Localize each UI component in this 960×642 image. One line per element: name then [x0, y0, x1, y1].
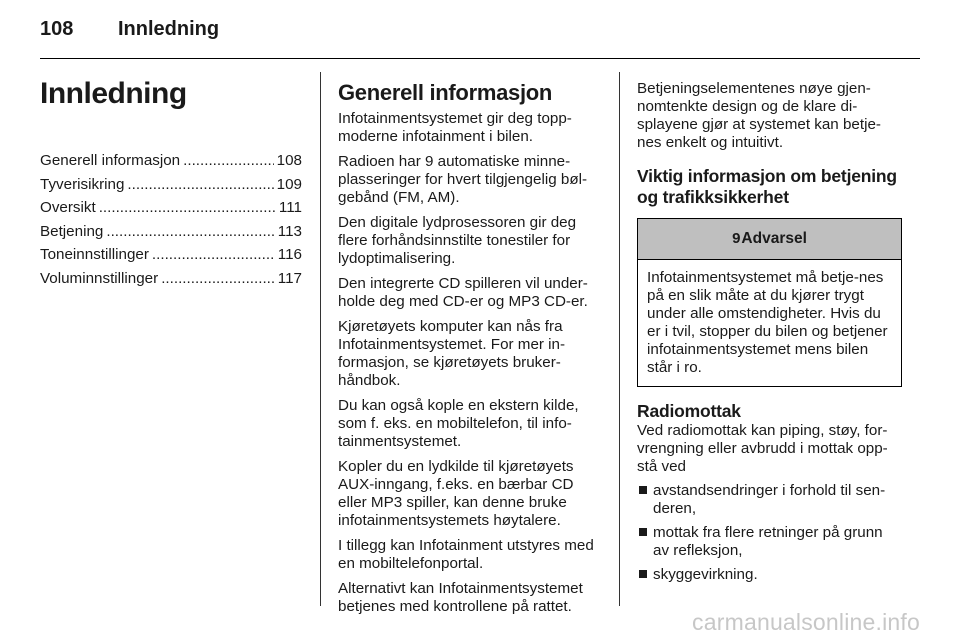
watermark: carmanualsonline.info — [692, 609, 920, 635]
column-toc — [40, 72, 302, 293]
toc-entry[interactable] — [40, 152, 302, 176]
warning-box — [637, 218, 902, 387]
warning-text: Infotainmentsystemet må betje-nes på en slik måte at du kjører trygt under alle omstendigheter. Hvis du er i tvil, stopper du bilen og betjener infotainmentsystemet mens bilen står i ro. — [647, 269, 888, 376]
page-number: 108 — [40, 18, 74, 40]
toc-entry-page: 116 — [277, 246, 302, 263]
toc-entry-title: Betjening — [40, 222, 104, 240]
bullet-square-icon — [639, 486, 647, 494]
toc-entry-title: Generell informasjon — [40, 152, 181, 169]
column-divider-1 — [320, 72, 321, 606]
toc-entry-page: 117 — [277, 269, 302, 287]
header-rule — [40, 58, 920, 59]
toc-leader — [127, 176, 273, 194]
list-item — [637, 482, 902, 518]
toc-leader — [183, 152, 274, 170]
list-item-text: mottak fra flere retninger på grunn av refleksjon, — [653, 524, 883, 559]
paragraph: Kopler du en lydkilde til kjøretøyets AUX-inngang, f.eks. en bærbar CD eller MP3 spiller, kan denne bruke infotainmentsystemets høytalere. — [338, 458, 574, 529]
bullet-list — [637, 482, 902, 584]
toc-entry[interactable] — [40, 199, 302, 223]
column-safety — [637, 80, 902, 590]
toc-leader — [106, 223, 274, 241]
bullet-square-icon — [639, 570, 647, 578]
chapter-title: Innledning — [40, 77, 187, 110]
section-heading-radio: Radiomottak — [637, 401, 741, 421]
list-item — [637, 566, 902, 584]
radio-intro: Ved radiomottak kan piping, støy, for-vrengning eller avbrudd i mottak opp-stå ved — [637, 422, 888, 475]
warning-icon: 9 — [732, 230, 741, 247]
paragraph: I tillegg kan Infotainment utstyres med en mobiltelefonportal. — [338, 537, 594, 572]
paragraph: Den digitale lydprosessoren gir deg flere forhåndsinnstilte tonestiler for lydoptimalisering. — [338, 214, 577, 267]
paragraph: Alternativt kan Infotainmentsystemet betjenes med kontrollene på rattet. — [338, 580, 583, 615]
toc-entry-page: 113 — [277, 222, 302, 240]
paragraph: Kjøretøyets komputer kan nås fra Infotainmentsystemet. For mer in-formasjon, se kjøretøyets bruker-håndbok. — [338, 318, 566, 389]
table-of-contents — [40, 152, 302, 293]
warning-title: Advarsel — [741, 230, 807, 247]
toc-entry-page: 109 — [276, 175, 302, 193]
column-divider-2 — [619, 72, 620, 606]
toc-entry-page: 108 — [276, 152, 302, 169]
toc-entry-title: Voluminnstillinger — [40, 269, 159, 287]
running-head — [40, 18, 219, 41]
paragraph: Den integrerte CD spilleren vil under-holde deg med CD-er og MP3 CD-er. — [338, 275, 588, 310]
toc-entry-page: 111 — [278, 199, 302, 216]
intro-paragraph: Betjeningselementenes nøye gjen-nomtenkte design og de klare di-splayene gjør at systemet kan betje-nes enkelt og intuitivt. — [637, 80, 881, 151]
list-item — [637, 524, 902, 560]
section-heading-important: Viktig informasjon om betjening og trafikksikkerhet — [637, 166, 897, 207]
toc-leader — [99, 199, 276, 217]
toc-entry-title: Oversikt — [40, 199, 96, 216]
toc-leader — [161, 270, 275, 288]
toc-leader — [152, 246, 275, 264]
toc-entry[interactable] — [40, 223, 302, 247]
paragraph: Du kan også kople en ekstern kilde, som f. eks. en mobiltelefon, til info-tainmentsystemet. — [338, 397, 579, 450]
list-item-text: avstandsendringer i forhold til sen-deren, — [653, 482, 886, 517]
section-heading-general: Generell informasjon — [338, 80, 553, 105]
warning-header — [638, 219, 901, 260]
list-item-text: skyggevirkning. — [653, 566, 758, 583]
toc-entry[interactable] — [40, 270, 302, 294]
column-general-info — [338, 80, 606, 623]
bullet-square-icon — [639, 528, 647, 536]
paragraph: Infotainmentsystemet gir deg topp-moderne infotainment i bilen. — [338, 110, 572, 145]
toc-entry[interactable] — [40, 176, 302, 200]
toc-entry-title: Tyverisikring — [40, 175, 125, 193]
running-section-title: Innledning — [118, 18, 220, 40]
toc-entry-title: Toneinnstillinger — [40, 246, 149, 263]
paragraph: Radioen har 9 automatiske minne-plasseringer for hvert tilgjengelig bøl-gebånd (FM, AM). — [338, 153, 588, 206]
toc-entry[interactable] — [40, 246, 302, 270]
